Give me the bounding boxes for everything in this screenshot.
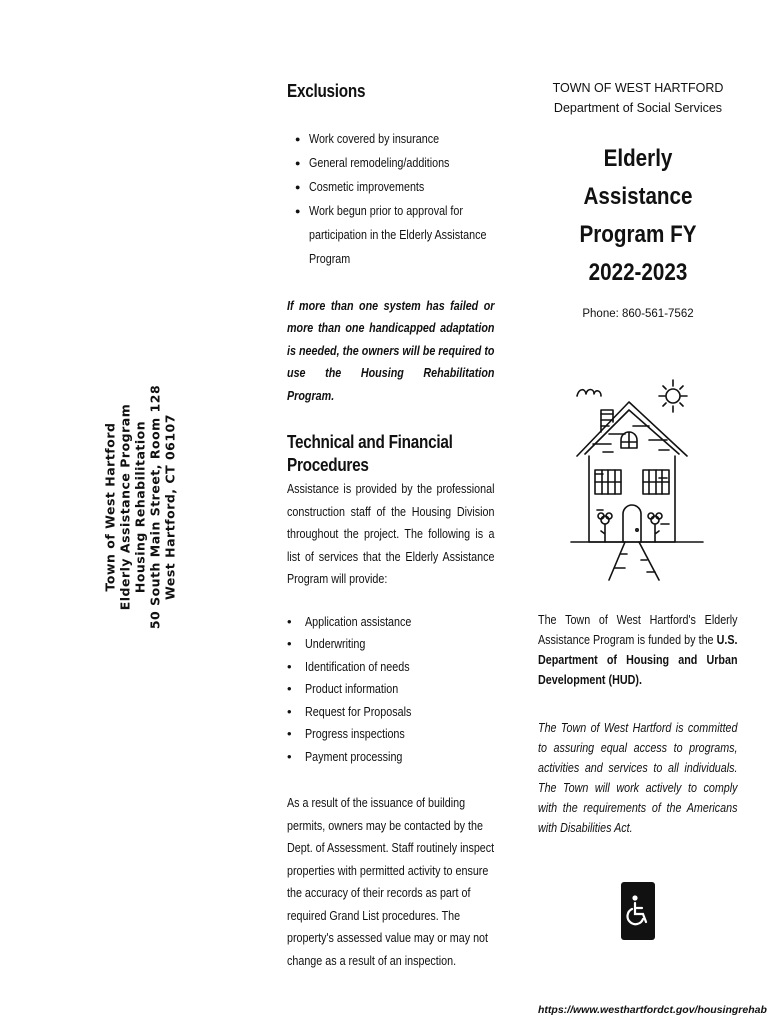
town-name: TOWN OF WEST HARTFORD	[552, 81, 724, 95]
house-drawing-icon	[563, 374, 713, 584]
department-name: Department of Social Services	[553, 101, 723, 115]
program-title	[552, 140, 724, 292]
list-item: ● Cosmetic improvements	[295, 175, 495, 199]
title-line-3: Program FY 2022-2023	[579, 221, 697, 286]
assessment-paragraph: As a result of the issuance of building permits, owners may be contacted by the Dept. of Assessment. Staff routinely inspect properties with permitted activity to ensure the accuracy of their records as part of required Grand List procedures. The property's assessed value may or may not change as a result of an inspection.	[287, 796, 495, 968]
funding-statement	[538, 610, 738, 690]
mailing-line-city: West Hartford, CT 06107	[162, 414, 178, 600]
list-item: • Progress inspections	[287, 723, 495, 746]
funding-text: The Town of West Hartford's Elderly Assistance Program is funded by the	[538, 613, 738, 647]
funding-agency: U.S. Department of Housing and Urban Development (HUD).	[538, 633, 738, 687]
mailing-line-town: Town of West Hartford	[102, 422, 118, 592]
exclusions-heading: Exclusions	[287, 81, 366, 101]
website-url[interactable]: https://www.westhartfordct.gov/housingrehab	[538, 1004, 767, 1016]
mailing-panel	[0, 0, 250, 1024]
title-line-2: Assistance	[583, 183, 693, 210]
exclusions-note: If more than one system has failed or more than one handicapped adaptation is needed, the owners will be required to use the Housing Rehabilitation Program.	[287, 298, 495, 403]
mailing-line-program: Elderly Assistance Program	[117, 403, 133, 611]
mailing-line-division: Housing Rehabilitation	[132, 420, 148, 594]
wheelchair-icon	[621, 882, 655, 940]
list-item: ● Work covered by insurance	[295, 127, 495, 151]
technical-intro: Assistance is provided by the professional construction staff of the Housing Division throughout the project. The following is a list of services that the Elderly Assistance Program will provide:	[287, 482, 495, 586]
technical-heading: Technical and Financial Procedures	[287, 432, 453, 475]
middle-column	[287, 76, 495, 972]
list-item: ● General remodeling/additions	[295, 151, 495, 175]
list-item: • Product information	[287, 678, 495, 701]
list-item: ● Work begun prior to approval for participation in the Elderly Assistance Program	[295, 199, 495, 271]
phone-number: Phone: 860-561-7562	[582, 308, 694, 320]
title-line-1: Elderly	[603, 145, 673, 172]
cover-column	[538, 78, 767, 1020]
mailing-line-street: 50 South Main Street, Room 128	[147, 384, 163, 630]
mailing-address	[103, 297, 178, 717]
accessibility-badge	[538, 882, 738, 940]
list-item: • Request for Proposals	[287, 701, 495, 724]
services-list	[287, 611, 495, 769]
list-item: • Application assistance	[287, 611, 495, 634]
list-item: • Underwriting	[287, 633, 495, 656]
exclusions-list	[295, 127, 495, 271]
equal-access-statement: The Town of West Hartford is committed to assuring equal access to programs, activities and services to all individuals. The Town will work actively to comply with the requirements of the Americans with Disabilities Act.	[538, 721, 738, 835]
list-item: • Identification of needs	[287, 656, 495, 679]
list-item: • Payment processing	[287, 746, 495, 769]
